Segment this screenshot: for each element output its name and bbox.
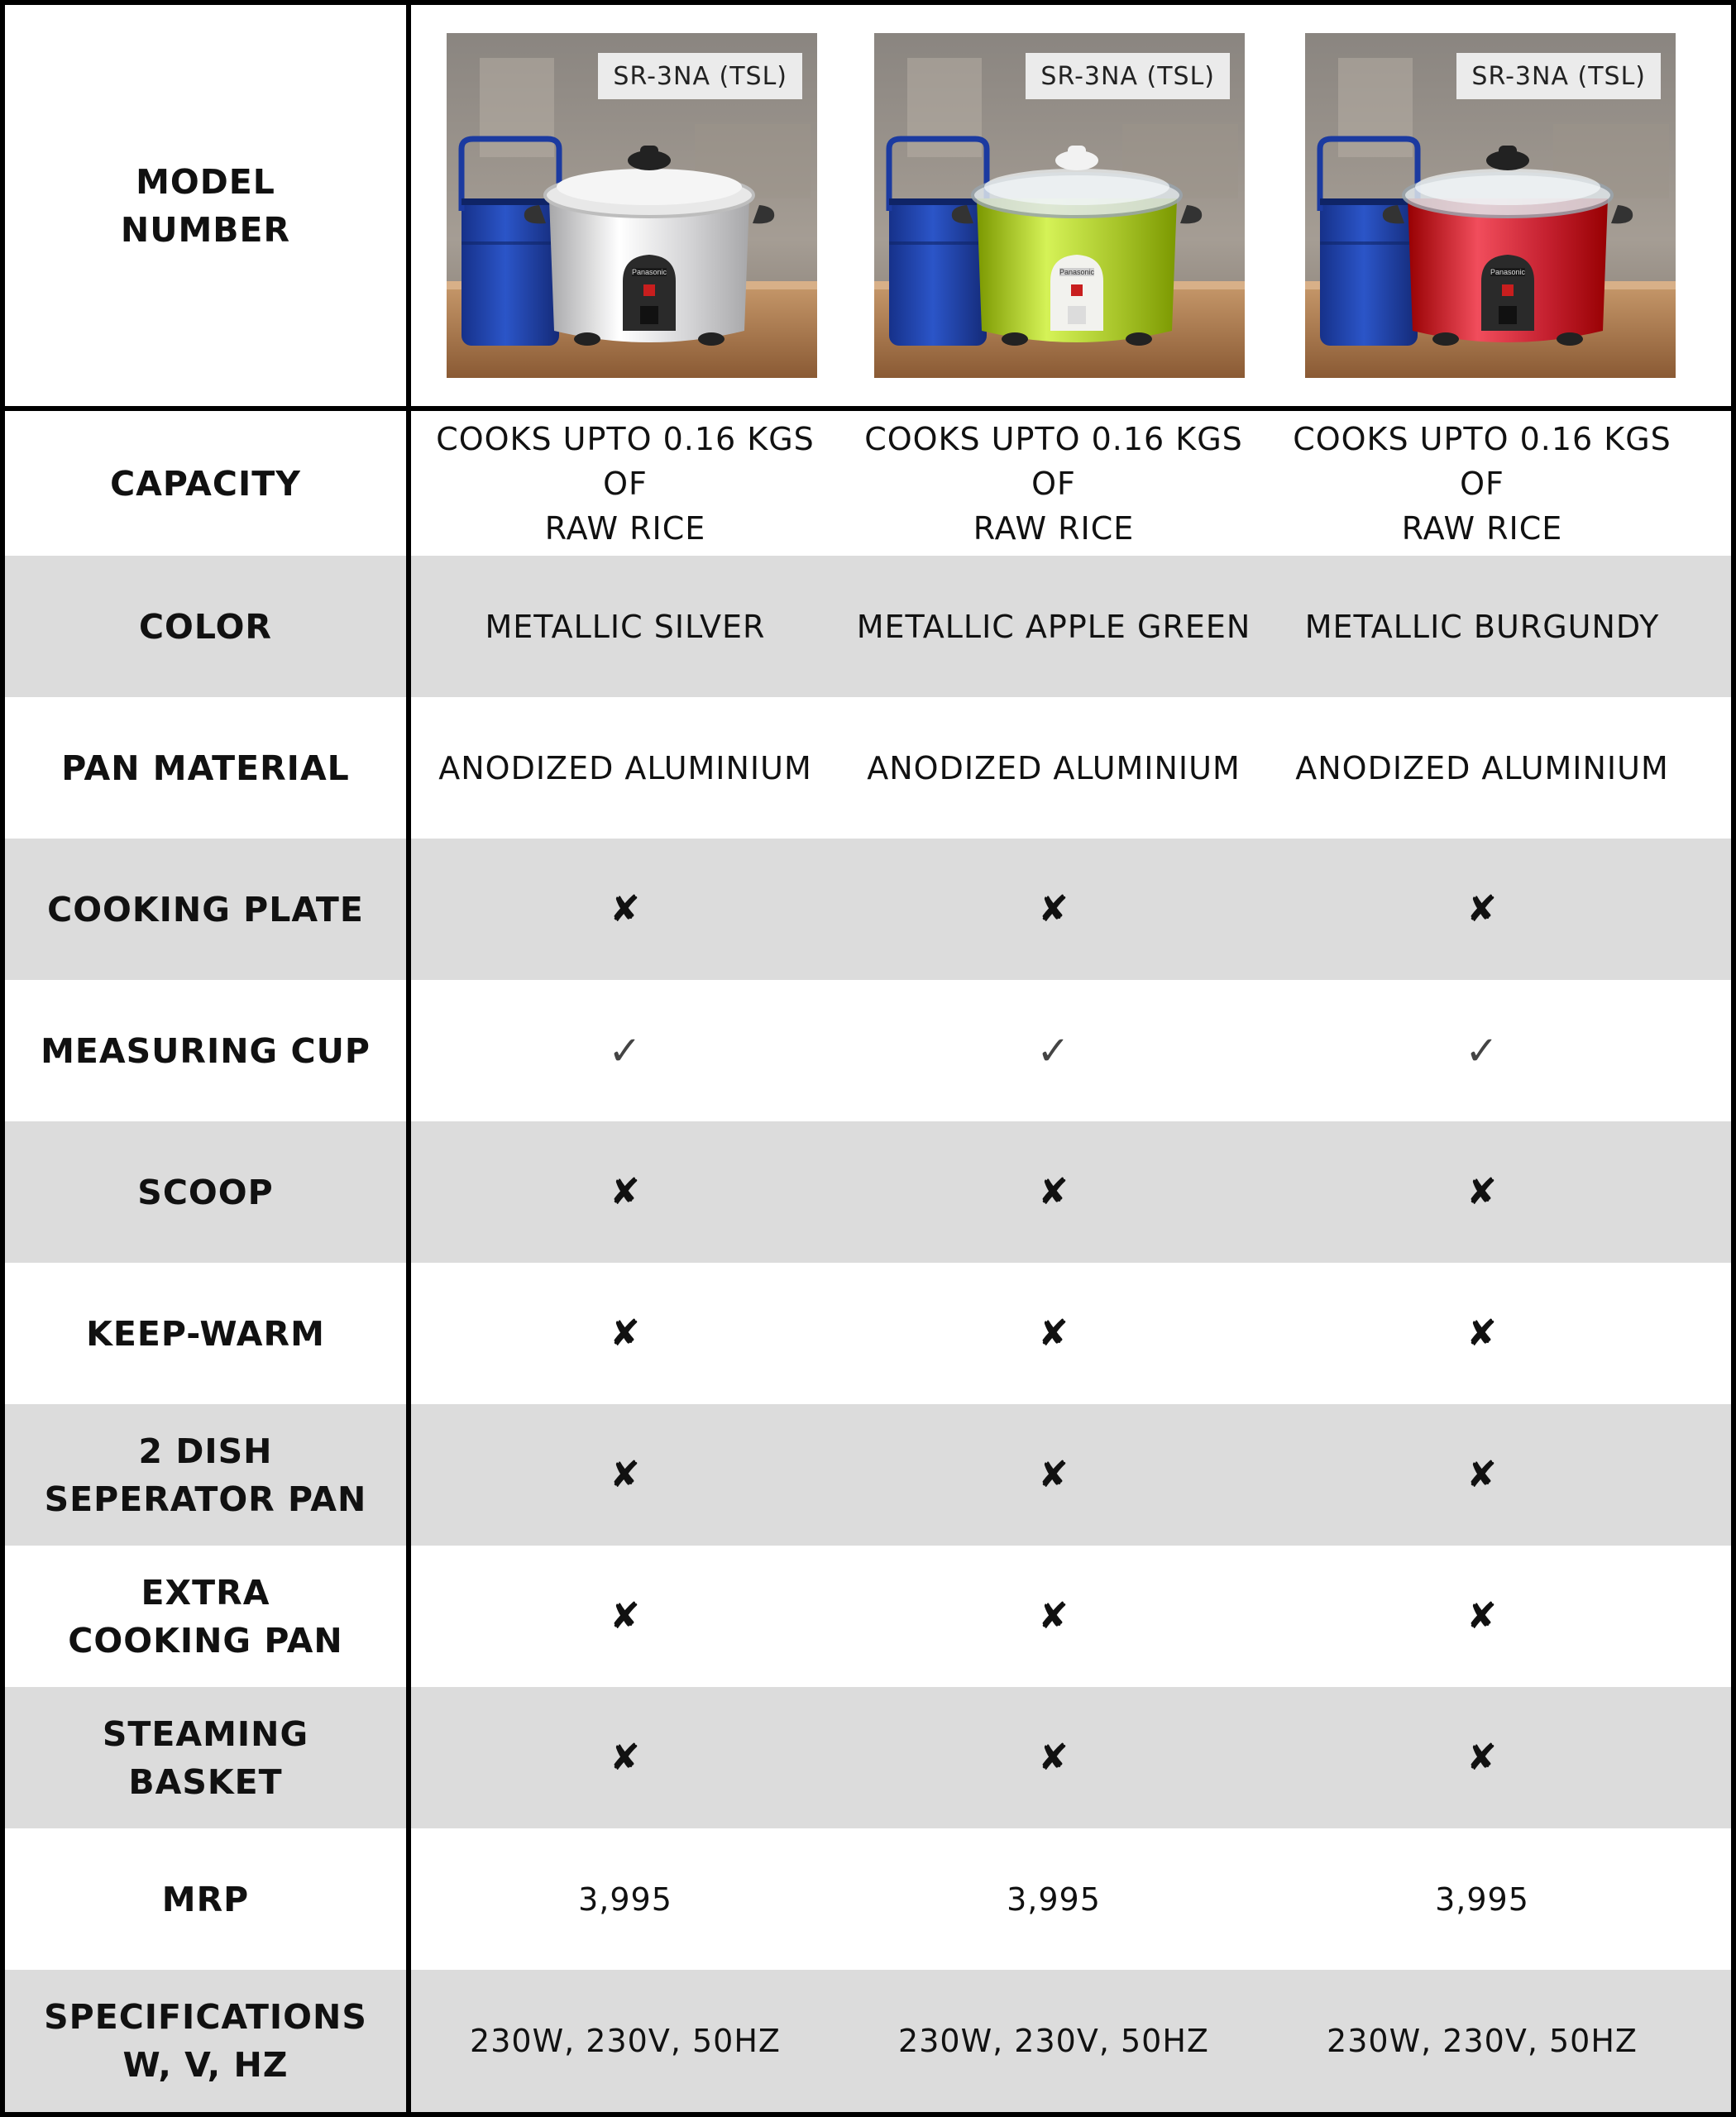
row-label-extra-cooking-pan: EXTRA COOKING PAN — [68, 1572, 343, 1661]
brand-logo-text: Panasonic — [631, 268, 667, 276]
table-cell — [411, 1121, 839, 1263]
table-cell — [1268, 1687, 1696, 1828]
cross-icon: ✘ — [1466, 1594, 1498, 1637]
table-cell — [411, 1404, 839, 1546]
cross-icon: ✘ — [1466, 1312, 1498, 1355]
cell-text: ANODIZED ALUMINIUM — [1295, 749, 1669, 786]
row-label-2-dish-seperator-pan: 2 DISH SEPERATOR PAN — [44, 1431, 367, 1519]
table-cell — [411, 556, 839, 697]
cell-text: 3,995 — [1007, 1880, 1101, 1918]
cross-icon: ✘ — [1466, 1736, 1498, 1779]
table-cell — [1268, 556, 1696, 697]
cell-text: COOKS UPTO 0.16 KGS OF — [1293, 420, 1671, 502]
product-image — [1305, 33, 1676, 378]
row-label-specifications-w-v-hz: SPECIFICATIONS W, V, HZ — [44, 1997, 367, 2085]
row-label-mrp: MRP — [161, 1879, 250, 1919]
model-tag: SR-3NA (TSL) — [1026, 53, 1230, 99]
row-label-steaming-basket: STEAMING BASKET — [102, 1713, 309, 1802]
cross-icon: ✘ — [610, 1453, 641, 1496]
brand-logo-text: Panasonic — [1059, 268, 1095, 276]
table-cell — [1268, 1828, 1696, 1970]
cell-text: ANODIZED ALUMINIUM — [438, 749, 812, 786]
table-cell — [1268, 1970, 1696, 2112]
table-cell — [1268, 1404, 1696, 1546]
table-cell — [839, 839, 1268, 980]
table-cell — [839, 1404, 1268, 1546]
table-cell — [839, 1546, 1268, 1687]
table-cell — [411, 1687, 839, 1828]
check-icon: ✓ — [1465, 1027, 1499, 1074]
table-cell — [839, 1121, 1268, 1263]
table-cell — [1268, 697, 1696, 839]
cross-icon: ✘ — [1038, 1312, 1069, 1355]
cell-text: 3,995 — [578, 1880, 672, 1918]
row-label-measuring-cup: MEASURING CUP — [41, 1030, 371, 1071]
table-cell — [411, 411, 839, 556]
cross-icon: ✘ — [1466, 1170, 1498, 1213]
cell-text: RAW RICE — [973, 509, 1135, 547]
cell-text: RAW RICE — [1401, 509, 1563, 547]
table-cell — [839, 980, 1268, 1121]
cell-text: RAW RICE — [544, 509, 706, 547]
table-cell — [1268, 839, 1696, 980]
table-cell — [1268, 411, 1696, 556]
table-cell — [411, 839, 839, 980]
table-cell — [411, 697, 839, 839]
cross-icon: ✘ — [1038, 1736, 1069, 1779]
model-number-label: MODEL NUMBER — [120, 161, 291, 250]
cell-text: ANODIZED ALUMINIUM — [867, 749, 1241, 786]
brand-logo-text: Panasonic — [1490, 268, 1526, 276]
table-cell — [839, 1687, 1268, 1828]
table-cell — [839, 1263, 1268, 1404]
table-cell — [411, 1263, 839, 1404]
row-label-keep-warm: KEEP-WARM — [86, 1313, 325, 1354]
product-image — [447, 33, 817, 378]
cell-text: 230W, 230V, 50HZ — [898, 2023, 1209, 2059]
cross-icon: ✘ — [1038, 1594, 1069, 1637]
table-cell — [411, 1970, 839, 2112]
row-label-scoop: SCOOP — [137, 1172, 274, 1212]
row-label-pan-material: PAN MATERIAL — [61, 748, 350, 788]
table-cell — [839, 1828, 1268, 1970]
table-cell — [1268, 1546, 1696, 1687]
cell-text: 230W, 230V, 50HZ — [1327, 2023, 1638, 2059]
cross-icon: ✘ — [610, 887, 641, 930]
cell-text: METALLIC SILVER — [485, 608, 766, 645]
table-cell — [411, 980, 839, 1121]
cell-text: 3,995 — [1435, 1880, 1529, 1918]
cross-icon: ✘ — [610, 1594, 641, 1637]
table-cell — [1268, 1121, 1696, 1263]
cell-text: METALLIC APPLE GREEN — [856, 608, 1251, 645]
model-tag: SR-3NA (TSL) — [1456, 53, 1661, 99]
cross-icon: ✘ — [1466, 887, 1498, 930]
table-cell — [411, 1828, 839, 1970]
table-cell — [839, 411, 1268, 556]
table-cell — [839, 697, 1268, 839]
cross-icon: ✘ — [610, 1736, 641, 1779]
row-label-capacity: CAPACITY — [110, 463, 301, 504]
check-icon: ✓ — [608, 1027, 643, 1074]
table-cell — [839, 1970, 1268, 2112]
model-tag: SR-3NA (TSL) — [598, 53, 802, 99]
cross-icon: ✘ — [1466, 1453, 1498, 1496]
cross-icon: ✘ — [1038, 1453, 1069, 1496]
product-image — [874, 33, 1245, 378]
table-cell — [1268, 1263, 1696, 1404]
check-icon: ✓ — [1036, 1027, 1071, 1074]
row-label-cooking-plate: COOKING PLATE — [47, 889, 364, 929]
cross-icon: ✘ — [1038, 887, 1069, 930]
table-cell — [1268, 980, 1696, 1121]
table-cell — [411, 1546, 839, 1687]
cross-icon: ✘ — [1038, 1170, 1069, 1213]
cell-text: 230W, 230V, 50HZ — [470, 2023, 781, 2059]
cell-text: METALLIC BURGUNDY — [1304, 608, 1660, 645]
row-label-color: COLOR — [138, 606, 273, 647]
cell-text: COOKS UPTO 0.16 KGS OF — [436, 420, 815, 502]
cross-icon: ✘ — [610, 1312, 641, 1355]
cell-text: COOKS UPTO 0.16 KGS OF — [864, 420, 1243, 502]
cross-icon: ✘ — [610, 1170, 641, 1213]
table-cell — [839, 556, 1268, 697]
